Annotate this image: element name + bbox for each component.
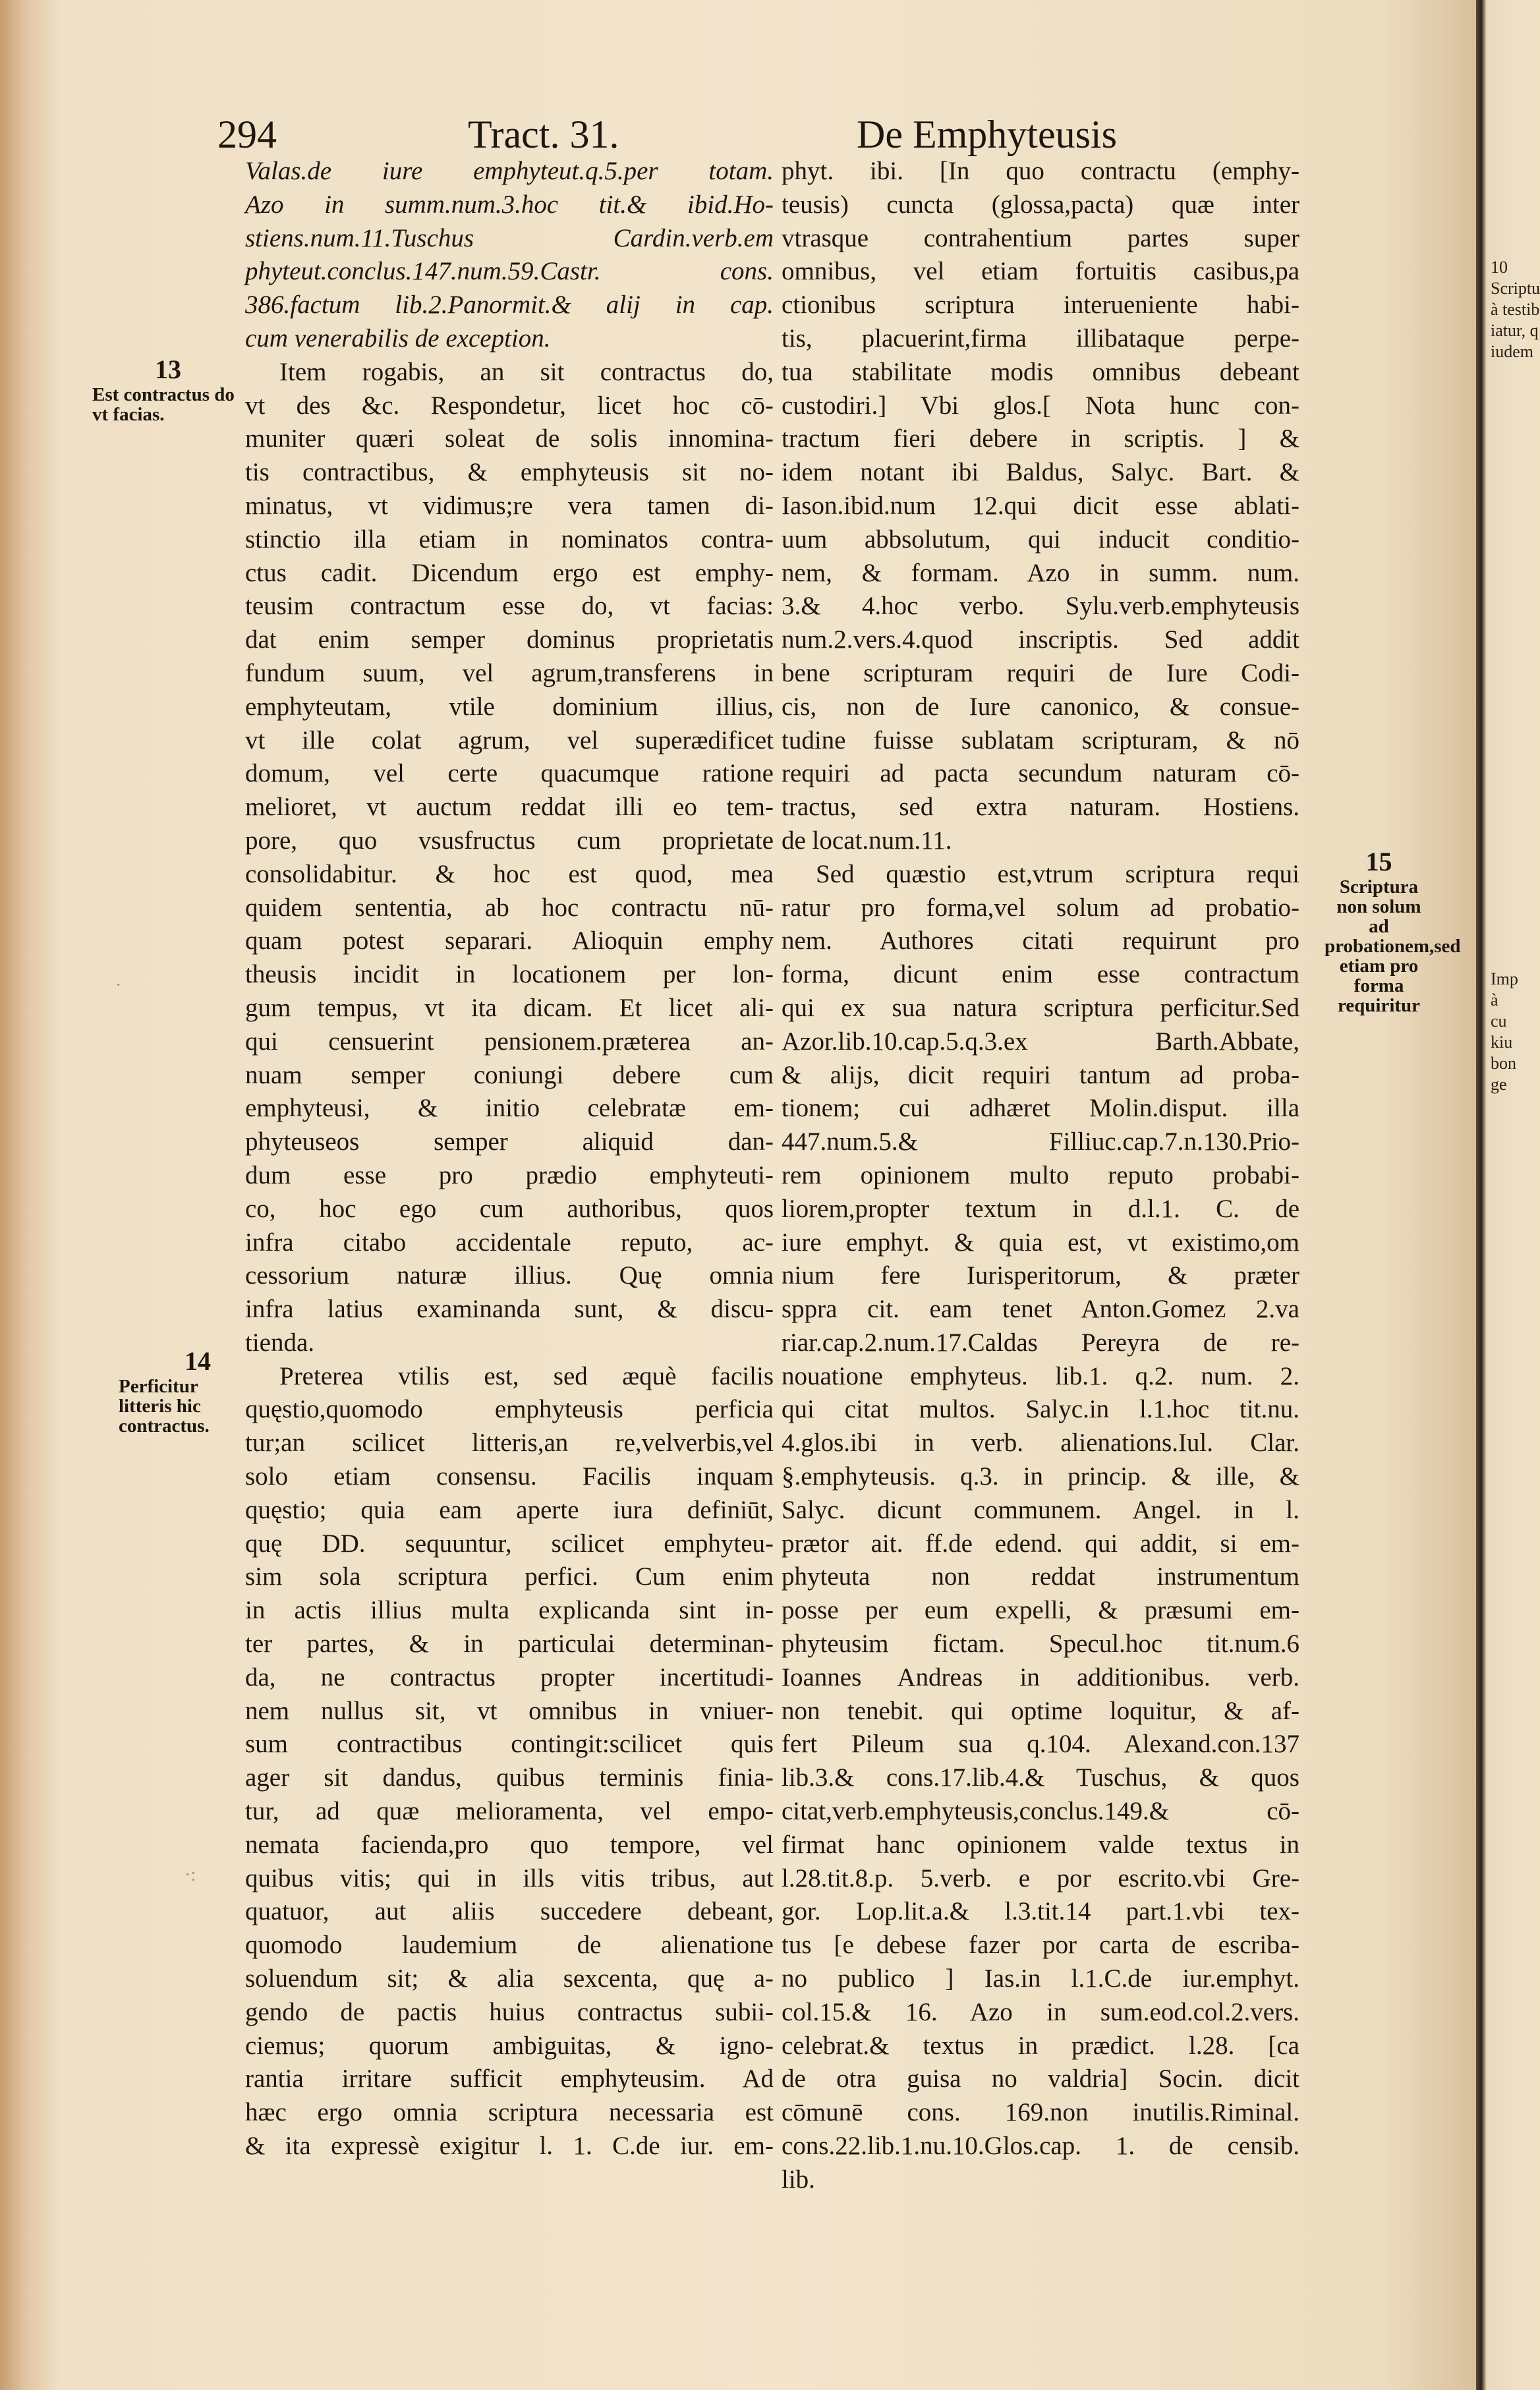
margin-note-text: Scriptura non solum ad probationem,sed etiam pro forma requiritur: [1325, 876, 1461, 1016]
text-line: no publico ] Ias.in l.1.C.de iur.emphyt.: [782, 1964, 1299, 1993]
text-line: omnibus, vel etiam fortuitis casibus,pa: [782, 257, 1299, 286]
margin-note-text: Perficitur litteris hic contractus.: [119, 1376, 210, 1437]
bleed-mark: ·: [115, 975, 122, 996]
text-line: citat,verb.emphyteusis,conclus.149.& cō-: [782, 1797, 1299, 1826]
text-line: ter partes, & in particulai determinan-: [245, 1630, 774, 1659]
text-line: fundum suum, vel agrum,transferens in: [245, 658, 774, 687]
text-line: ctus cadit. Dicendum ergo est emphy-: [245, 558, 774, 587]
text-line: forma, dicunt enim esse contractum: [782, 960, 1299, 989]
text-line: stiens.num.11.Tuschus Cardin.verb.em: [245, 223, 774, 252]
text-line: cōmunē cons. 169.non inutilis.Riminal.: [782, 2098, 1299, 2127]
text-line: infra latius examinanda sunt, & discu-: [245, 1295, 774, 1324]
text-line: quę DD. sequuntur, scilicet emphyteu-: [245, 1529, 774, 1558]
text-line: col.15.& 16. Azo in sum.eod.col.2.vers.: [782, 1997, 1299, 2026]
text-line: minatus, vt vidimus;re vera tamen di-: [245, 491, 774, 520]
text-line: lib.3.& cons.17.lib.4.& Tuschus, & quos: [782, 1763, 1299, 1792]
text-line: posse per eum expelli, & præsumi em-: [782, 1596, 1299, 1625]
text-line: sim sola scriptura perfici. Cum enim: [245, 1562, 774, 1591]
text-line: nem nullus sit, vt omnibus in vniuer-: [245, 1696, 774, 1725]
text-line: Item rogabis, an sit contractus do,: [279, 357, 774, 386]
text-line: in actis illius multa explicanda sint in-: [245, 1596, 774, 1625]
text-line: Azo in summ.num.3.hoc tit.& ibid.Ho-: [245, 190, 774, 219]
text-line: Valas.de iure emphyteut.q.5.per totam.: [245, 157, 774, 185]
text-line: num.2.vers.4.quod inscriptis. Sed addit: [782, 625, 1299, 654]
text-line: qui citat multos. Salyc.in l.1.hoc tit.nu.: [782, 1395, 1299, 1424]
text-line: da, ne contractus propter incertitudi-: [245, 1663, 774, 1692]
text-line: 4.glos.ibi in verb. alienations.Iul. Clar.: [782, 1429, 1299, 1458]
text-line: phyteuseos semper aliquid dan-: [245, 1127, 774, 1156]
text-line: muniter quæri soleat de solis innomina-: [245, 424, 774, 453]
text-line: 447.num.5.& Filliuc.cap.7.n.130.Prio-: [782, 1127, 1299, 1156]
text-line: quomodo laudemium de alienatione: [245, 1931, 774, 1960]
text-line: emphyteusi, & initio celebratæ em-: [245, 1094, 774, 1123]
text-line: stinctio illa etiam in nominatos contra-: [245, 525, 774, 554]
text-line: Preterea vtilis est, sed æquè facilis: [279, 1361, 774, 1390]
text-line: qui censuerint pensionem.præterea an-: [245, 1027, 774, 1056]
text-line: Iason.ibid.num 12.qui dicit esse ablati-: [782, 491, 1299, 520]
text-line: fert Pileum sua q.104. Alexand.con.137: [782, 1730, 1299, 1759]
text-line: gor. Lop.lit.a.& l.3.tit.14 part.1.vbi tex-: [782, 1897, 1299, 1926]
adjacent-page-edge: [1476, 0, 1540, 2390]
text-line: cis, non de Iure canonico, & consue-: [782, 692, 1299, 721]
text-line: sum contractibus contingit:scilicet quis: [245, 1730, 774, 1759]
text-line: firmat hanc opinionem valde textus in: [782, 1830, 1299, 1859]
text-line: dat enim semper dominus proprietatis: [245, 625, 774, 654]
text-line: qui ex sua natura scriptura perficitur.Sed: [782, 993, 1299, 1022]
text-line: Ioannes Andreas in additionibus. verb.: [782, 1663, 1299, 1692]
text-line: rantia irritare sufficit emphyteusim. Ad: [245, 2064, 774, 2093]
margin-number: 14: [185, 1346, 211, 1376]
text-line: quęstio; quia eam aperte iura definiūt,: [245, 1495, 774, 1524]
tract-label: Tract. 31.: [468, 113, 619, 156]
margin-number: 13: [155, 355, 181, 384]
text-line: nem, & formam. Azo in summ. num.: [782, 558, 1299, 587]
text-line: & alijs, dicit requiri tantum ad proba-: [782, 1060, 1299, 1089]
adjacent-page-fragment-mid: Imp à cu kiu bon ge: [1491, 969, 1518, 1094]
text-line: nem. Authores citati requirunt pro: [782, 926, 1299, 955]
text-line: phyteut.conclus.147.num.59.Castr. cons.: [245, 257, 774, 286]
margin-note-14: [119, 1346, 244, 1436]
text-line: Azor.lib.10.cap.5.q.3.ex Barth.Abbate,: [782, 1027, 1299, 1056]
text-line: soluendum sit; & alia sexcenta, quę a-: [245, 1964, 774, 1993]
text-line: tudine fuisse sublatam scripturam, & nō: [782, 726, 1299, 754]
text-line: quam potest separari. Alioquin emphy: [245, 926, 774, 955]
text-line: 3.& 4.hoc verbo. Sylu.verb.emphyteusis: [782, 592, 1299, 621]
text-line: riar.cap.2.num.17.Caldas Pereyra de re-: [782, 1328, 1299, 1357]
text-line: tua stabilitate modis omnibus debeant: [782, 357, 1299, 386]
page-title: De Emphyteusis: [857, 113, 1117, 156]
text-line: requiri ad pacta secundum naturam cō-: [782, 759, 1299, 788]
text-line: bene scripturam requiri de Iure Codi-: [782, 658, 1299, 687]
text-line: 386.factum lib.2.Panormit.& alij in cap.: [245, 291, 774, 320]
text-line: hæc ergo omnia scriptura necessaria est: [245, 2098, 774, 2127]
text-line: tur;an scilicet litteris,an re,velverbis,vel: [245, 1429, 774, 1458]
text-line: cessorium naturæ illius. Quę omnia: [245, 1261, 774, 1290]
text-line: tis contractibus, & emphyteusis sit no-: [245, 458, 774, 487]
adjacent-page-fragment-top: 10 Scriptu à testib iatur, q iudem: [1491, 258, 1540, 361]
text-line: melioret, vt auctum reddat illi eo tem-: [245, 793, 774, 822]
text-line: solo etiam consensu. Facilis inquam: [245, 1462, 774, 1491]
text-line: domum, vel certe quacumque ratione: [245, 759, 774, 788]
text-line: co, hoc ego cum authoribus, quos: [245, 1194, 774, 1223]
text-line: teusim contractum esse do, vt facias:: [245, 592, 774, 621]
text-line: prætor ait. ff.de edend. qui addit, si em-: [782, 1529, 1299, 1558]
text-line: quęstio,quomodo emphyteusis perficia: [245, 1395, 774, 1424]
text-line: vtrasque contrahentium partes super: [782, 223, 1299, 252]
text-line: Sed quæstio est,vtrum scriptura requi: [816, 859, 1299, 888]
text-line: cons.22.lib.1.nu.10.Glos.cap. 1. de censib.: [782, 2132, 1299, 2161]
margin-note-15: [1325, 847, 1461, 1016]
text-line: §.emphyteusis. q.3. in princip. & ille, &: [782, 1462, 1299, 1491]
text-line: tionem; cui adhæret Molin.disput. illa: [782, 1094, 1299, 1123]
text-line: quidem sententia, ab hoc contractu nū-: [245, 893, 774, 922]
page-number: 294: [217, 113, 277, 156]
text-line: gendo de pactis huius contractus subii-: [245, 1997, 774, 2026]
text-line: tienda.: [245, 1328, 315, 1357]
text-line: ager sit dandus, quibus terminis finia-: [245, 1763, 774, 1792]
text-line: tis, placuerint,firma illibataque perpe-: [782, 324, 1299, 353]
text-line: ratur pro forma,vel solum ad probatio-: [782, 893, 1299, 922]
text-line: infra citabo accidentale reputo, ac-: [245, 1228, 774, 1257]
text-line: dum esse pro prædio emphyteuti-: [245, 1160, 774, 1189]
text-line: theusis incidit in locationem per lon-: [245, 960, 774, 989]
text-line: nuam semper coniungi debere cum: [245, 1060, 774, 1089]
text-line: non tenebit. qui optime loquitur, & af-: [782, 1696, 1299, 1725]
text-line: nium fere Iurisperitorum, & præter: [782, 1261, 1299, 1290]
text-line: rem opinionem multo reputo probabi-: [782, 1160, 1299, 1189]
text-line: tractum fieri debere in scriptis. ] &: [782, 424, 1299, 453]
text-line: phyteuta non reddat instrumentum: [782, 1562, 1299, 1591]
text-line: cum venerabilis de exception.: [245, 324, 551, 353]
text-line: nouatione emphyteus. lib.1. q.2. num. 2.: [782, 1361, 1299, 1390]
text-line: consolidabitur. & hoc est quod, mea: [245, 859, 774, 888]
text-line: tur, ad quæ melioramenta, vel empo-: [245, 1797, 774, 1826]
text-line: pore, quo vsusfructus cum proprietate: [245, 826, 774, 855]
text-line: gum tempus, vt ita dicam. Et licet ali-: [245, 993, 774, 1022]
text-line: nemata facienda,pro quo tempore, vel: [245, 1830, 774, 1859]
text-line: idem notant ibi Baldus, Salyc. Bart. &: [782, 458, 1299, 487]
text-line: l.28.tit.8.p. 5.verb. e por escrito.vbi Gre-: [782, 1864, 1299, 1892]
text-line: Salyc. dicunt communem. Angel. in l.: [782, 1495, 1299, 1524]
text-line: liorem,propter textum in d.l.1. C. de: [782, 1194, 1299, 1223]
text-line: vt des &c. Respondetur, licet hoc cō-: [245, 391, 774, 420]
text-line: custodiri.] Vbi glos.[ Nota hunc con-: [782, 391, 1299, 420]
text-line: tractus, sed extra naturam. Hostiens.: [782, 793, 1299, 822]
text-line: ctionibus scriptura interueniente habi-: [782, 291, 1299, 320]
text-line: uum abbsolutum, qui inducit conditio-: [782, 525, 1299, 554]
text-line: ciemus; quorum ambiguitas, & igno-: [245, 2031, 774, 2060]
text-line: quatuor, aut aliis succedere debeant,: [245, 1897, 774, 1926]
text-line: phyteusim fictam. Specul.hoc tit.num.6: [782, 1630, 1299, 1659]
text-line: lib.: [782, 2165, 815, 2194]
margin-number: 15: [1365, 847, 1392, 876]
text-line: de otra guisa no valdria] Socin. dicit: [782, 2064, 1299, 2093]
text-line: iure emphyt. & quia est, vt existimo,om: [782, 1228, 1299, 1257]
text-line: celebrat.& textus in prædict. l.28. [ca: [782, 2031, 1299, 2060]
text-line: vt ille colat agrum, vel superædificet: [245, 726, 774, 754]
text-line: sppra cit. eam tenet Anton.Gomez 2.va: [782, 1295, 1299, 1324]
text-line: tus [e debese fazer por carta de escriba-: [782, 1931, 1299, 1960]
bleed-mark: ·:: [185, 1865, 196, 1885]
text-column-right: [782, 155, 1299, 2197]
margin-note-13: [92, 355, 244, 424]
margin-note-text: Est contractus do vt facias.: [92, 384, 235, 425]
text-line: teusis) cuncta (glossa,pacta) quæ inter: [782, 190, 1299, 219]
text-line: de locat.num.11.: [782, 826, 952, 855]
text-line: emphyteutam, vtile dominium illius,: [245, 692, 774, 721]
text-line: quibus vitis; qui in ills vitis tribus, aut: [245, 1864, 774, 1892]
text-column-left: [245, 155, 774, 2163]
text-line: phyt. ibi. [In quo contractu (emphy-: [782, 157, 1299, 185]
text-line: & ita expressè exigitur l. 1. C.de iur. em-: [245, 2132, 774, 2161]
